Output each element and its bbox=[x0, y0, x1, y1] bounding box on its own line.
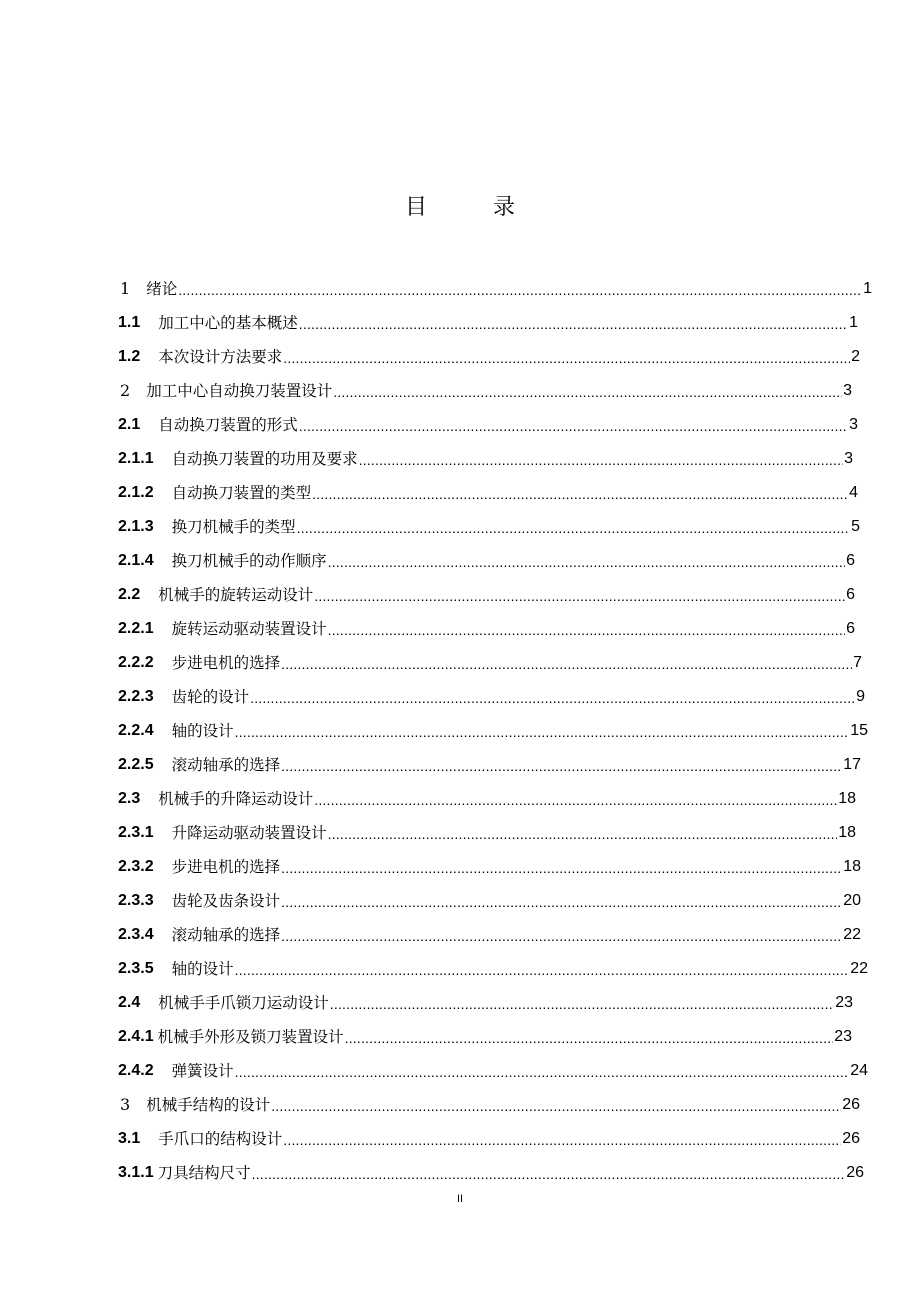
toc-entry-title: 轴的设计 bbox=[171, 960, 234, 978]
toc-entry-number: 2 bbox=[120, 381, 131, 400]
toc-entry-page: 15 bbox=[850, 722, 868, 739]
toc-entry-number: 2.2.3 bbox=[118, 688, 154, 705]
toc-dot-leader bbox=[281, 891, 842, 911]
page-number: II bbox=[456, 1193, 464, 1205]
toc-entry-title: 轴的设计 bbox=[171, 722, 234, 740]
toc-dot-leader bbox=[333, 381, 842, 401]
toc-entry-page: 18 bbox=[843, 858, 861, 875]
toc-dot-leader bbox=[299, 313, 848, 333]
toc-entry-title: 步进电机的选择 bbox=[171, 654, 281, 672]
toc-entry-number: 1.1 bbox=[118, 314, 141, 331]
toc-entry-number: 2.1.4 bbox=[118, 552, 154, 569]
toc-entry[interactable] bbox=[118, 673, 865, 707]
toc-dot-leader bbox=[328, 551, 845, 571]
toc-entry[interactable] bbox=[118, 639, 862, 673]
toc-entry-page: 23 bbox=[834, 1028, 852, 1045]
toc-entry-title: 滚动轴承的选择 bbox=[171, 756, 281, 774]
toc-dot-leader bbox=[271, 1095, 841, 1115]
page-title: 目 录 bbox=[404, 195, 537, 220]
toc-entry-number: 2.1.3 bbox=[118, 518, 154, 535]
toc-entry[interactable] bbox=[118, 333, 860, 367]
toc-entry-page: 5 bbox=[851, 518, 860, 535]
toc-entry-page: 9 bbox=[856, 688, 865, 705]
toc-entry-number: 3 bbox=[120, 1095, 131, 1114]
toc-entry[interactable] bbox=[118, 741, 861, 775]
toc-dot-leader bbox=[328, 823, 838, 843]
toc-entry-page: 26 bbox=[842, 1130, 860, 1147]
toc-entry-number: 2.2 bbox=[118, 586, 141, 603]
toc-entry-title: 机械手手爪锁刀运动设计 bbox=[158, 994, 329, 1012]
toc-entry[interactable] bbox=[118, 265, 872, 299]
toc-entry-title: 刀具结构尺寸 bbox=[157, 1164, 251, 1182]
toc-entry-title: 机械手结构的设计 bbox=[146, 1096, 271, 1114]
toc-entry-page: 1 bbox=[849, 314, 858, 331]
toc-entry-page: 23 bbox=[835, 994, 853, 1011]
toc-dot-leader bbox=[359, 449, 843, 469]
toc-dot-leader bbox=[345, 1027, 834, 1047]
toc-entry-number: 2.3.3 bbox=[118, 892, 154, 909]
toc-entry-number: 2.2.2 bbox=[118, 654, 154, 671]
toc-entry[interactable] bbox=[118, 571, 855, 605]
toc-entry-number: 3.1 bbox=[118, 1130, 141, 1147]
toc-entry-title: 机械手的旋转运动设计 bbox=[158, 586, 314, 604]
toc-dot-leader bbox=[283, 347, 850, 367]
toc-entry-number: 2.1.1 bbox=[118, 450, 154, 467]
toc-entry-number: 2.4 bbox=[118, 994, 141, 1011]
toc-dot-leader bbox=[328, 619, 845, 639]
toc-entry-title: 绪论 bbox=[146, 280, 178, 298]
toc-dot-leader bbox=[178, 279, 862, 299]
toc-entry[interactable] bbox=[118, 435, 853, 469]
toc-entry-title: 本次设计方法要求 bbox=[158, 348, 283, 366]
table-of-contents bbox=[118, 265, 878, 1183]
toc-entry-number: 2.4.2 bbox=[118, 1062, 154, 1079]
toc-entry[interactable] bbox=[118, 367, 852, 401]
toc-entry-page: 3 bbox=[849, 416, 858, 433]
toc-dot-leader bbox=[235, 1061, 850, 1081]
toc-entry[interactable] bbox=[118, 299, 858, 333]
toc-entry-number: 1.2 bbox=[118, 348, 141, 365]
toc-entry-page: 22 bbox=[843, 926, 861, 943]
toc-entry[interactable] bbox=[118, 1013, 852, 1047]
toc-entry[interactable] bbox=[118, 469, 858, 503]
toc-entry[interactable] bbox=[118, 775, 856, 809]
toc-entry-number: 2.2.1 bbox=[118, 620, 154, 637]
toc-entry-title: 加工中心的基本概述 bbox=[158, 314, 298, 332]
toc-entry-number: 2.1.2 bbox=[118, 484, 154, 501]
toc-entry-page: 18 bbox=[838, 824, 856, 841]
toc-entry[interactable] bbox=[118, 1047, 868, 1081]
toc-entry[interactable] bbox=[118, 1149, 864, 1183]
toc-entry[interactable] bbox=[118, 1081, 860, 1115]
toc-dot-leader bbox=[281, 857, 842, 877]
toc-entry-number: 2.2.5 bbox=[118, 756, 154, 773]
toc-entry-title: 换刀机械手的类型 bbox=[171, 518, 296, 536]
toc-dot-leader bbox=[250, 687, 855, 707]
toc-dot-leader bbox=[281, 925, 842, 945]
toc-entry-page: 6 bbox=[846, 552, 855, 569]
toc-entry-number: 2.3.4 bbox=[118, 926, 154, 943]
toc-entry-title: 加工中心自动换刀装置设计 bbox=[146, 382, 333, 400]
toc-entry-page: 6 bbox=[846, 620, 855, 637]
toc-entry-title: 手爪口的结构设计 bbox=[158, 1130, 283, 1148]
toc-entry-title: 旋转运动驱动装置设计 bbox=[171, 620, 327, 638]
toc-entry[interactable] bbox=[118, 843, 861, 877]
toc-entry-page: 7 bbox=[853, 654, 862, 671]
toc-entry-page: 17 bbox=[843, 756, 861, 773]
toc-entry-title: 步进电机的选择 bbox=[171, 858, 281, 876]
toc-dot-leader bbox=[299, 415, 848, 435]
toc-entry-title: 滚动轴承的选择 bbox=[171, 926, 281, 944]
toc-entry-title: 机械手外形及锁刀装置设计 bbox=[157, 1028, 344, 1046]
toc-entry-page: 6 bbox=[846, 586, 855, 603]
toc-entry[interactable] bbox=[118, 979, 853, 1013]
toc-entry-page: 3 bbox=[844, 450, 853, 467]
toc-entry[interactable] bbox=[118, 809, 856, 843]
toc-dot-leader bbox=[235, 959, 850, 979]
toc-entry-number: 2.1 bbox=[118, 416, 141, 433]
toc-dot-leader bbox=[314, 585, 845, 605]
toc-entry-title: 自动换刀装置的类型 bbox=[171, 484, 312, 502]
toc-entry[interactable] bbox=[118, 503, 860, 537]
toc-dot-leader bbox=[283, 1129, 841, 1149]
toc-entry-title: 自动换刀装置的形式 bbox=[158, 416, 298, 434]
toc-entry[interactable] bbox=[118, 877, 861, 911]
toc-entry-title: 机械手的升降运动设计 bbox=[158, 790, 314, 808]
toc-entry-title: 自动换刀装置的功用及要求 bbox=[171, 450, 358, 468]
toc-entry-title: 弹簧设计 bbox=[171, 1062, 234, 1080]
toc-entry-number: 3.1.1 bbox=[118, 1164, 154, 1181]
toc-dot-leader bbox=[330, 993, 834, 1013]
toc-entry-page: 1 bbox=[863, 280, 872, 297]
toc-dot-leader bbox=[312, 483, 848, 503]
toc-dot-leader bbox=[235, 721, 850, 741]
toc-entry-page: 3 bbox=[843, 382, 852, 399]
toc-dot-leader bbox=[281, 653, 852, 673]
toc-entry[interactable] bbox=[118, 1115, 860, 1149]
toc-entry-number: 2.2.4 bbox=[118, 722, 154, 739]
toc-entry-page: 20 bbox=[843, 892, 861, 909]
toc-entry[interactable] bbox=[118, 605, 855, 639]
toc-entry-page: 2 bbox=[851, 348, 860, 365]
toc-dot-leader bbox=[314, 789, 837, 809]
toc-entry-title: 齿轮的设计 bbox=[171, 688, 250, 706]
toc-entry-page: 22 bbox=[850, 960, 868, 977]
toc-entry[interactable] bbox=[118, 707, 868, 741]
toc-dot-leader bbox=[297, 517, 850, 537]
toc-entry-number: 2.3.1 bbox=[118, 824, 154, 841]
toc-entry-page: 18 bbox=[838, 790, 856, 807]
toc-entry-number: 2.3.5 bbox=[118, 960, 154, 977]
toc-entry-number: 2.3 bbox=[118, 790, 141, 807]
toc-entry-page: 26 bbox=[842, 1096, 860, 1113]
toc-dot-leader bbox=[281, 755, 842, 775]
toc-entry-page: 26 bbox=[846, 1164, 864, 1181]
toc-entry[interactable] bbox=[118, 911, 861, 945]
toc-entry-title: 换刀机械手的动作顺序 bbox=[171, 552, 327, 570]
toc-entry-number: 2.4.1 bbox=[118, 1028, 154, 1045]
toc-entry-number: 2.3.2 bbox=[118, 858, 154, 875]
toc-entry-page: 4 bbox=[849, 484, 858, 501]
toc-entry[interactable] bbox=[118, 537, 855, 571]
toc-entry[interactable] bbox=[118, 945, 868, 979]
toc-entry-title: 升降运动驱动装置设计 bbox=[171, 824, 327, 842]
toc-entry-title: 齿轮及齿条设计 bbox=[171, 892, 281, 910]
toc-entry-number: 1 bbox=[120, 279, 131, 298]
toc-entry-page: 24 bbox=[850, 1062, 868, 1079]
toc-entry[interactable] bbox=[118, 401, 858, 435]
toc-dot-leader bbox=[252, 1163, 846, 1183]
